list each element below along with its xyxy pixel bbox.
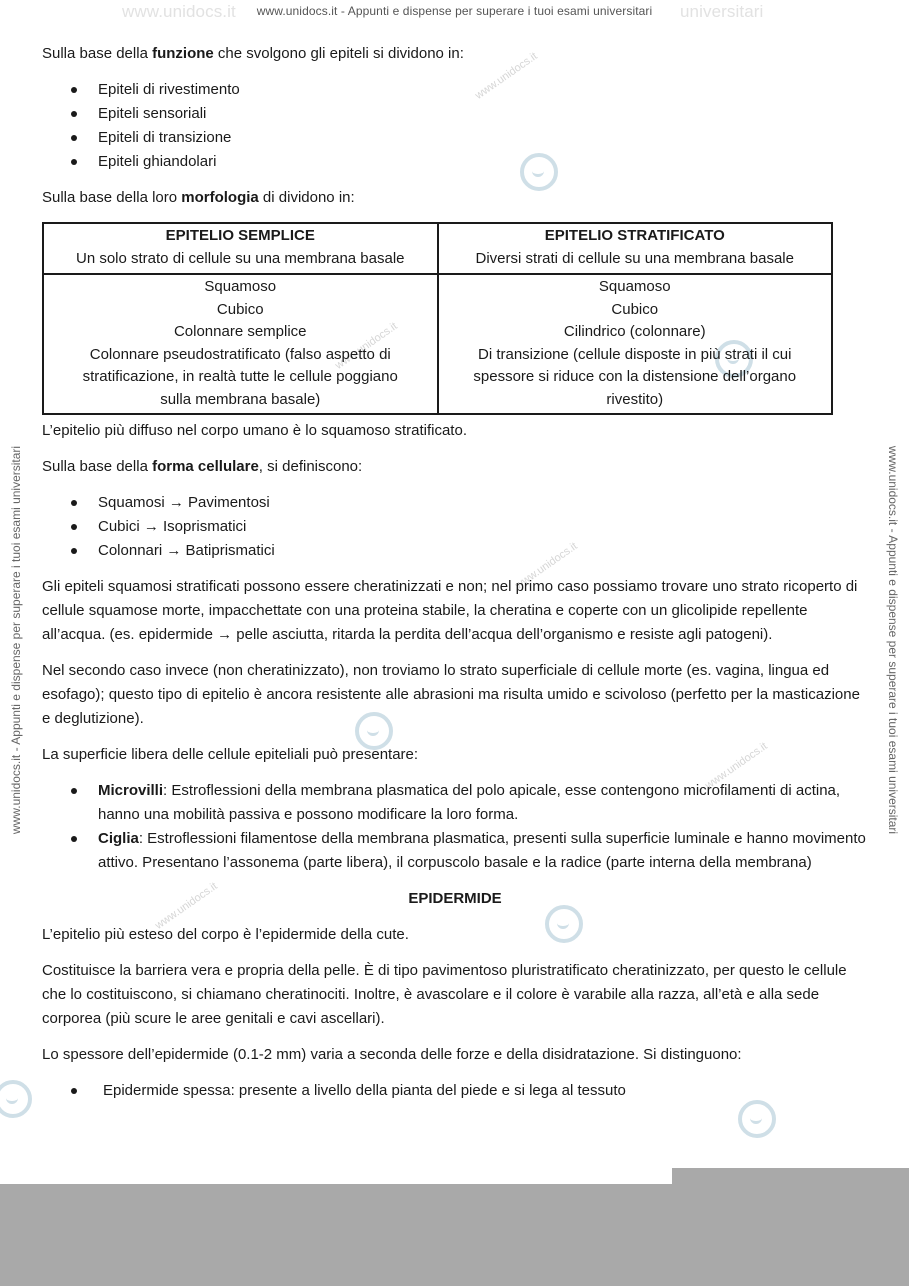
list-item-cilia: Ciglia: Estroflessioni filamentose della membrana plasmatica, presenti sulla superficie luminale e hanno movimento attivo. Presentano l’assonema (parte libera), il corpuscolo basale e la radice (parte interna della membrana)	[42, 827, 868, 875]
watermark-diagonal: www.unidocs.it	[473, 50, 540, 102]
epidermis-paragraph-2: Costituisce la barriera vera e propria della pelle. È di tipo pavimentoso pluristratificato cheratinizzato, per questo le cellule che lo costituiscono, si chiamano cheratinociti. Inoltre, è avascolare e il colore è varabile alla razza, all’età e alla sede corporea (più scure le aree genitali e cavi ascellari).	[42, 962, 847, 1027]
table-cell-simple-types: Squamoso Cubico Colonnare semplice Colonnare pseudostratificato (falso aspetto di stratificazione, in realtà tutte le cellule poggiano sulla membrana basale)	[43, 274, 438, 414]
function-list	[42, 78, 868, 174]
watermark-logo-icon	[0, 1080, 32, 1118]
watermark-right: www.unidocs.it - Appunti e dispense per superare i tuoi esami universitari	[886, 445, 900, 835]
thickness-list	[42, 1079, 868, 1103]
list-item: Epiteli di rivestimento	[42, 78, 868, 102]
watermark-diagonal: www.unidocs.it	[703, 740, 770, 792]
list-item-microvilli: Microvilli: Estroflessioni della membrana plasmatica del polo apicale, esse contengono microfilamenti di actina, hanno una mobilità passiva e possono modificare la loro forma.	[42, 779, 868, 827]
epidermis-paragraph-3: Lo spessore dell’epidermide (0.1-2 mm) varia a seconda delle forze e della disidratazione. Si distinguono:	[42, 1046, 742, 1063]
watermark-diagonal: www.unidocs.it	[333, 320, 400, 372]
free-surface-intro: La superficie libera delle cellule epiteliali può presentare:	[42, 746, 419, 763]
list-item: Epiteli ghiandolari	[42, 150, 868, 174]
epidermis-paragraph-1: L’epitelio più esteso del corpo è l’epidermide della cute.	[42, 926, 409, 943]
list-item: Squamosi → Pavimentosi	[42, 491, 868, 515]
watermark-diagonal: www.unidocs.it	[153, 880, 220, 932]
document-body	[42, 42, 868, 1115]
watermark-left: www.unidocs.it - Appunti e dispense per superare i tuoi esami universitari	[9, 445, 23, 835]
paragraph-keratinized: Gli epiteli squamosi stratificati possono essere cheratinizzati e non; nel primo caso possiamo trovare uno strato ricoperto di cellule squamose morte, impacchettate con una proteina stabile, la cheratina e coperte con un glicolipide repellente all’acqua. (es. epidermide → pelle asciutta, ritarda la perdita dell’acqua dell’organismo e resiste agli patogeni).	[42, 578, 858, 643]
shape-list	[42, 491, 868, 563]
section-heading-epidermis: EPIDERMIDE	[408, 890, 502, 907]
watermark-ghost-left: www.unidocs.it	[122, 2, 236, 21]
watermark-header	[0, 2, 909, 21]
free-surface-list	[42, 779, 868, 875]
morphology-table	[42, 222, 833, 415]
paragraph-nonkeratinized: Nel secondo caso invece (non cheratinizzato), non troviamo lo strato superficiale di cellule morte (es. vagina, lingua ed esofago); questo tipo di epitelio è ancora resistente alle abrasioni ma risulta umido e scivoloso (perfetto per la masticazione e deglutizione).	[42, 662, 860, 727]
watermark-header-text: www.unidocs.it - Appunti e dispense per superare i tuoi esami universitari	[256, 4, 653, 18]
list-item: Epiteli sensoriali	[42, 102, 868, 126]
most-common-epithelium: L’epitelio più diffuso nel corpo umano è lo squamoso stratificato.	[42, 422, 467, 439]
table-header-stratified: EPITELIO STRATIFICATO Diversi strati di cellule su una membrana basale	[438, 223, 833, 274]
table-header-simple: EPITELIO SEMPLICE Un solo strato di cellule su una membrana basale	[43, 223, 438, 274]
watermark-ghost-right: universitari	[680, 2, 764, 21]
watermark-diagonal: www.unidocs.it	[513, 540, 580, 592]
list-item: Epidermide spessa: presente a livello della pianta del piede e si lega al tessuto	[42, 1079, 868, 1103]
redaction-overlay	[0, 1184, 909, 1286]
table-cell-stratified-types: Squamoso Cubico Cilindrico (colonnare) Di transizione (cellule disposte in più strati il cui spessore si riduce con la distensione dell’organo rivestito)	[438, 274, 833, 414]
list-item: Epiteli di transizione	[42, 126, 868, 150]
intro-morphology: Sulla base della loro morfologia di dividono in:	[42, 189, 355, 206]
intro-function: Sulla base della funzione che svolgono gli epiteli si dividono in:	[42, 45, 464, 62]
intro-shape: Sulla base della forma cellulare, si definiscono:	[42, 458, 363, 475]
list-item: Colonnari → Batiprismatici	[42, 539, 868, 563]
list-item: Cubici → Isoprismatici	[42, 515, 868, 539]
